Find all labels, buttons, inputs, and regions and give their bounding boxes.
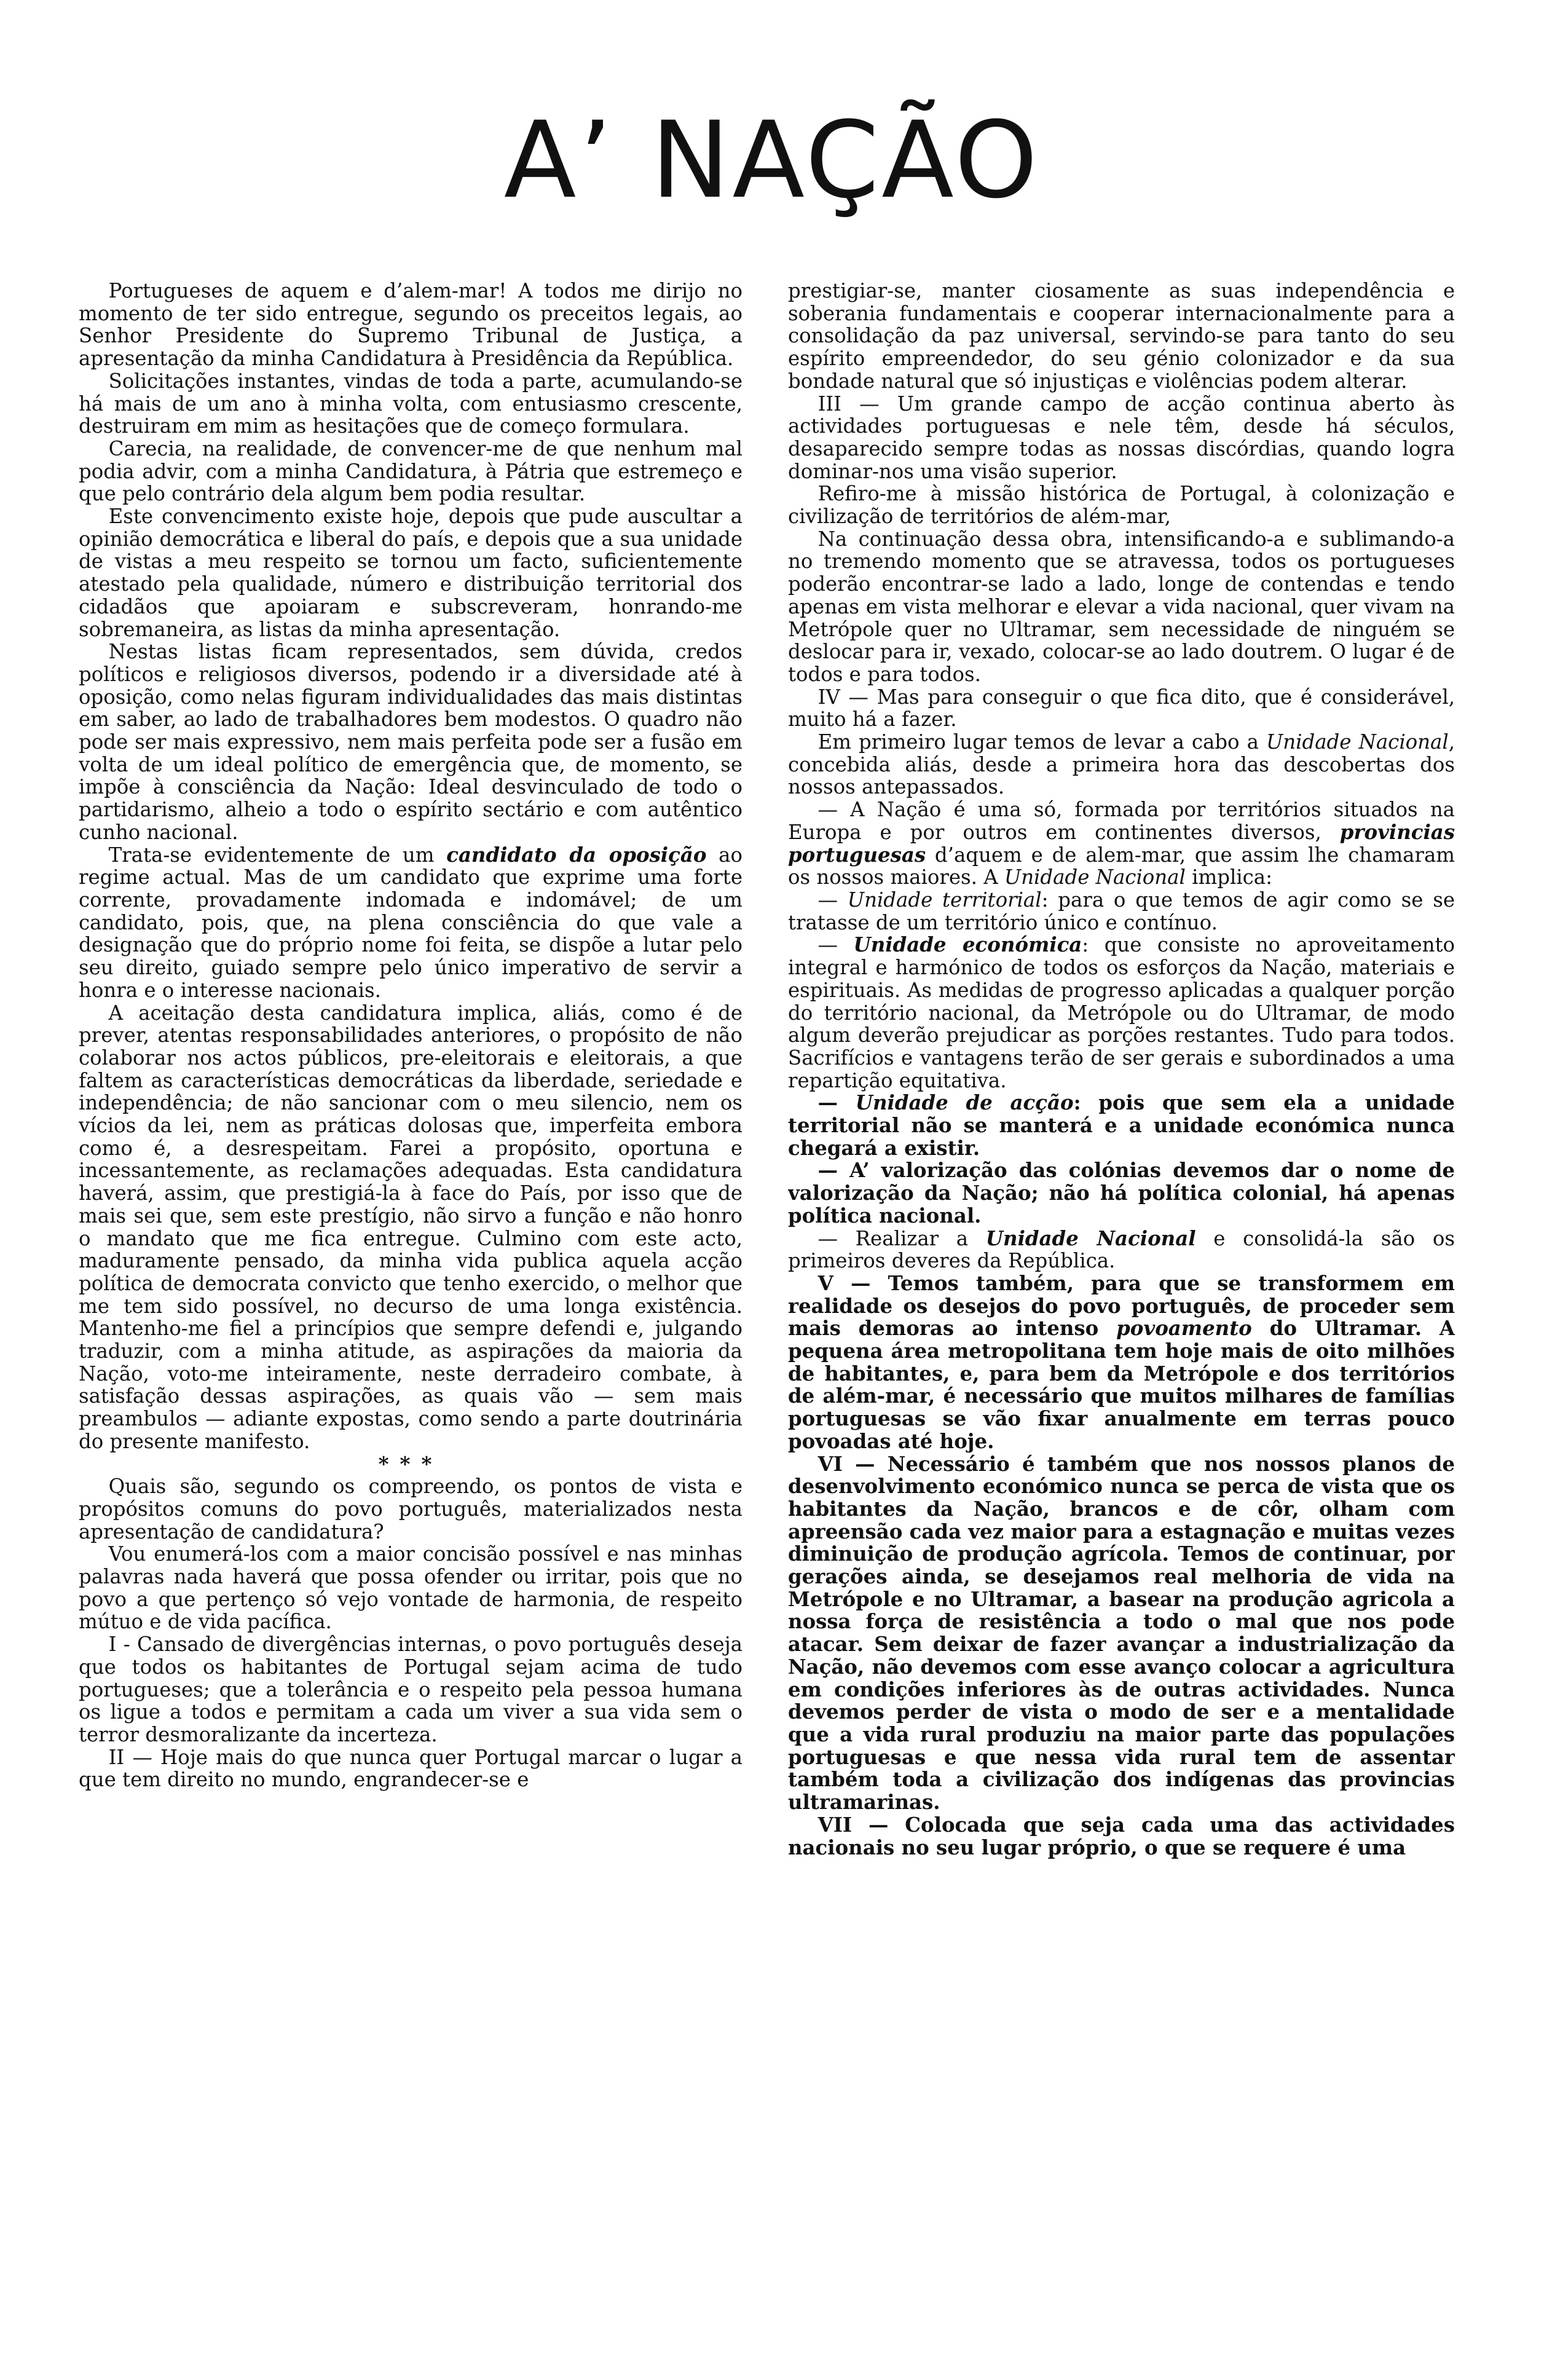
- emphasis-unidade-nacional: Unidade Nacional: [985, 1226, 1196, 1250]
- paragraph-point-3: III — Um grande campo de acção continua aberto às actividades portuguesas e nele têm, desde há séculos, desaparecido sempre todas as nossas discórdias, quando logra dominar-nos uma visão superior.: [788, 392, 1455, 483]
- paragraph-action-unity: [788, 1092, 1455, 1159]
- paragraph-colonies: — A’ valorização das colónias devemos dar o nome de valorização da Nação; não há política colonial, há apenas política nacional.: [788, 1159, 1455, 1227]
- emphasis-unidade-nacional: Unidade Nacional: [1266, 730, 1449, 754]
- paragraph-question: Quais são, segundo os compreendo, os pontos de vista e propósitos comuns do povo português, materializados nesta apresentação de candidatura?: [79, 1475, 742, 1543]
- text-run: ao regime actual. Mas de um candidato que exprime uma forte corrente, provadamente indomada e indomável; de um candidato, pois, que, na plena consciência do que vale a designação que do próprio nome foi feita, se dispõe a lutar pelo seu direito, guiado sempre pelo único imperativo de servir a honra e o interesse nacionais.: [79, 843, 742, 1002]
- paragraph-point-2-continued: prestigiar-se, manter ciosamente as suas independência e soberania fundamentais e cooperar internacionalmente para a consolidação da paz universal, servindo-se para tanto do seu espírito empreendedor, do seu génio colonizador e da sua bondade natural que só injustiças e violências podem alterar.: [788, 280, 1455, 393]
- emphasis-unidade-nacional: Unidade Nacional: [1004, 865, 1186, 889]
- right-column: [788, 280, 1455, 2345]
- paragraph-opposition-candidate: [79, 844, 742, 1002]
- paragraph-republic-duties: [788, 1227, 1455, 1272]
- paragraph-point-4: IV — Mas para conseguir o que fica dito, que é considerável, muito há a fazer.: [788, 685, 1455, 731]
- paragraph-continuation: Na continuação dessa obra, intensificando-a e sublimando-a no tremendo momento que se atravessa, todos os portugueses poderão encontrar-se lado a lado, longe de contendas e tendo apenas em vista melhorar e elevar a vida nacional, quer vivam na Metrópole quer no Ultramar, sem necessidade de ninguém se deslocar para ir, vexado, colocar-se ao lado doutrem. O lugar é de todos e para todos.: [788, 527, 1455, 686]
- text-run: implica:: [1185, 865, 1273, 889]
- section-separator: ***: [378, 1452, 443, 1476]
- paragraph-point-1: I - Cansado de divergências internas, o povo português deseja que todos os habitantes de Portugal sejam acima de tudo portugueses; que a tolerância e o respeito pela pessoa humana os ligue a todos e permitam a cada um viver a sua vida sem o terror desmoralizante da incerteza.: [79, 1633, 742, 1746]
- text-run: — A Nação é uma só, formada por territórios situados na Europa e por outros em continentes diversos,: [788, 798, 1455, 844]
- paragraph-enumerate: Vou enumerá-los com a maior concisão possível e nas minhas palavras nada haverá que possa ofender ou irritar, pois que no povo a que pertenço só vejo vontade de harmonia, de respeito mútuo e de vida pacífica.: [79, 1542, 742, 1634]
- paragraph-conviction: Carecia, na realidade, de convencer-me de que nenhum mal podia advir, com a minha Candidatura, à Pátria que estremeço e que pelo contrário dela algum bem podia resultar.: [79, 436, 742, 506]
- paragraph-greeting: Portugueses de aquem e d’alem-mar! A todos me dirijo no momento de ter sido entregue, segundo os preceitos legais, ao Senhor Presidente do Supremo Tribunal de Justiça, a apresentação da minha Candidatura à Presidência da República.: [79, 280, 742, 371]
- paragraph-point-2: II — Hoje mais do que nunca quer Portugal marcar o lugar a que tem direito no mundo, engrandecer-se e: [79, 1745, 742, 1792]
- text-run: Trata-se evidentemente de um: [108, 843, 447, 867]
- emphasis-povoamento: povoamento: [1116, 1317, 1252, 1341]
- paragraph-democratic-opinion: Este convencimento existe hoje, depois que pude auscultar a opinião democrática e liberal do país, e depois que a sua unidade de vistas a meu respeito se tornou um facto, suficientemente atestado pela qualidade, número e distribuição territorial dos cidadãos que apoiaram e subscreveram, honrando-me sobremaneira, as listas da minha apresentação.: [79, 505, 742, 641]
- paragraph-lists: Nestas listas ficam representados, sem dúvida, credos políticos e religiosos diversos, podendo ir a diversidade até à oposição, como nelas figuram individualidades das mais distintas em saber, ao lado de trabalhadores bem modestos. O quadro não pode ser mais expressivo, nem mais perfeita pode ser a fusão em volta de um ideal político de emergência que, de momento, se impõe à consciência da Nação: Ideal desvinculado de todo o partidarismo, alheio a todo o espírito sectário e com autêntico cunho nacional.: [79, 640, 742, 844]
- text-run: — Realizar a: [817, 1226, 986, 1250]
- left-column: [79, 280, 742, 2345]
- paragraph-acceptance: A aceitação desta candidatura implica, aliás, como é de prever, atentas responsabilidades anteriores, o propósito de não colaborar nos actos públicos, pre-eleitorais e eleitorais, a que faltem as características democráticas da liberdade, seriedade e independência; de não sancionar com o meu silencio, nem os vícios da lei, nem as práticas dolosas que, imperfeita embora como é, a desrespeitam. Farei a propósito, oportuna e incessantemente, as reclamações adequadas. Esta candidatura haverá, assim, que prestigiá-la à face do País, por isso que de mais sei que, sem este prestígio, não sirvo a função e não honro o mandato que me fica entregue. Culmino com este acto, maduramente pensado, da minha vida publica aquela acção política de democrata convicto que tenho exercido, o melhor que me tem sido possível, no decurso de uma longa existência. Mantenho-me fiel a princípios que sempre defendi e, julgando traduzir, com a minha atitude, as aspirações da maioria da Nação, voto-me inteiramente, neste derradeiro combate, à satisfação dessas aspirações, as quais vão — sem mais preambulos — adiante expostas, como sendo a parte doutrinária do presente manifesto.: [79, 1001, 742, 1453]
- text-run: : que consiste no aproveitamento integral e harmónico de todos os esforços da Nação, materiais e espirituais. As medidas de progresso aplicadas a qualquer porção do território nacional, da Metrópole ou do Ultramar, de modo algum deverão prejudicar as porções restantes. Tudo para todos. Sacrifícios e vantagens terão de ser gerais e subordinados a uma repartição equitativa.: [788, 933, 1455, 1092]
- page-title: A’ NAÇÃO: [503, 98, 1041, 222]
- text-run: —: [817, 888, 848, 912]
- paragraph-economic-unity: [788, 934, 1455, 1092]
- emphasis-candidate: candidato da oposição: [446, 843, 707, 867]
- emphasis-territorial: Unidade territorial: [847, 888, 1042, 912]
- emphasis-economica: Unidade económica: [853, 933, 1082, 957]
- paragraph-national-unity: [788, 731, 1455, 798]
- text-run: do Ultramar. A pequena área metropolitana tem hoje mais de oito milhões de habitantes, e, para bem da Metrópole e dos territórios de além-mar, é necessário que muitos milhares de famílias portuguesas se vão fixar anualmente em terras pouco povoadas até hoje.: [788, 1317, 1455, 1453]
- emphasis-provincias: provincias portuguesas: [788, 820, 1455, 867]
- text-run: : para o que temos de agir como se se tratasse de um território único e contínuo.: [788, 888, 1455, 934]
- text-run: , concebida aliás, desde a primeira hora das descobertas dos nossos antepassados.: [788, 730, 1455, 799]
- emphasis-accao: Unidade de acção: [855, 1091, 1074, 1115]
- paragraph-point-6: VI — Necessário é também que nos nossos planos de desenvolvimento económico nunca se perca de vista que os habitantes da Nação, brancos e de côr, olham com apreensão cada vez maior para a estagnação e muitas vezes diminuição de produção agrícola. Temos de continuar, por gerações ainda, se desejamos real melhoria de vida na Metrópole e no Ultramar, a basear na produção agricola a nossa força de resistência a todo o mal que nos pode atacar. Sem deixar de fazer avançar a industrialização da Nação, não devemos com esse avanço colocar a agricultura em condições inferiores às de outras actividades. Nunca devemos perder de vista o modo de ser e a mentalidade que a vida rural produziu na maior parte das populações portuguesas e que nessa vida rural tem de assentar também toda a civilização dos indígenas das provincias ultramarinas.: [788, 1452, 1455, 1815]
- paragraph-point-7: VII — Colocada que seja cada uma das actividades nacionais no seu lugar próprio, o que se requere é uma: [788, 1813, 1455, 1859]
- text-run: —: [817, 933, 854, 957]
- paragraph-territorial-unity: [788, 889, 1455, 934]
- text-run: V — Temos também, para que se transformem em realidade os desejos do povo português, de proceder sem mais demoras ao intenso: [788, 1271, 1455, 1341]
- text-run: e consolidá-la são os primeiros deveres da República.: [788, 1226, 1455, 1273]
- text-run: : pois que sem ela a unidade territorial não se manterá e a unidade económica nunca chegará a existir.: [788, 1091, 1455, 1160]
- text-run: —: [817, 1091, 856, 1115]
- text-run: d’aquem e de alem-mar, que assim lhe chamaram os nossos maiores. A: [788, 843, 1455, 889]
- paragraph-nation-one: [788, 798, 1455, 889]
- paragraph-solicitations: Solicitações instantes, vindas de toda a parte, acumulando-se há mais de um ano à minha volta, com entusiasmo crescente, destruiram em mim as hesitações que de começo formulara.: [79, 369, 742, 438]
- text-run: Em primeiro lugar temos de levar a cabo a: [817, 730, 1266, 754]
- paragraph-point-5: [788, 1272, 1455, 1453]
- paragraph-historic-mission: Refiro-me à missão histórica de Portugal, à colonização e civilização de territórios de além-mar,: [788, 482, 1455, 529]
